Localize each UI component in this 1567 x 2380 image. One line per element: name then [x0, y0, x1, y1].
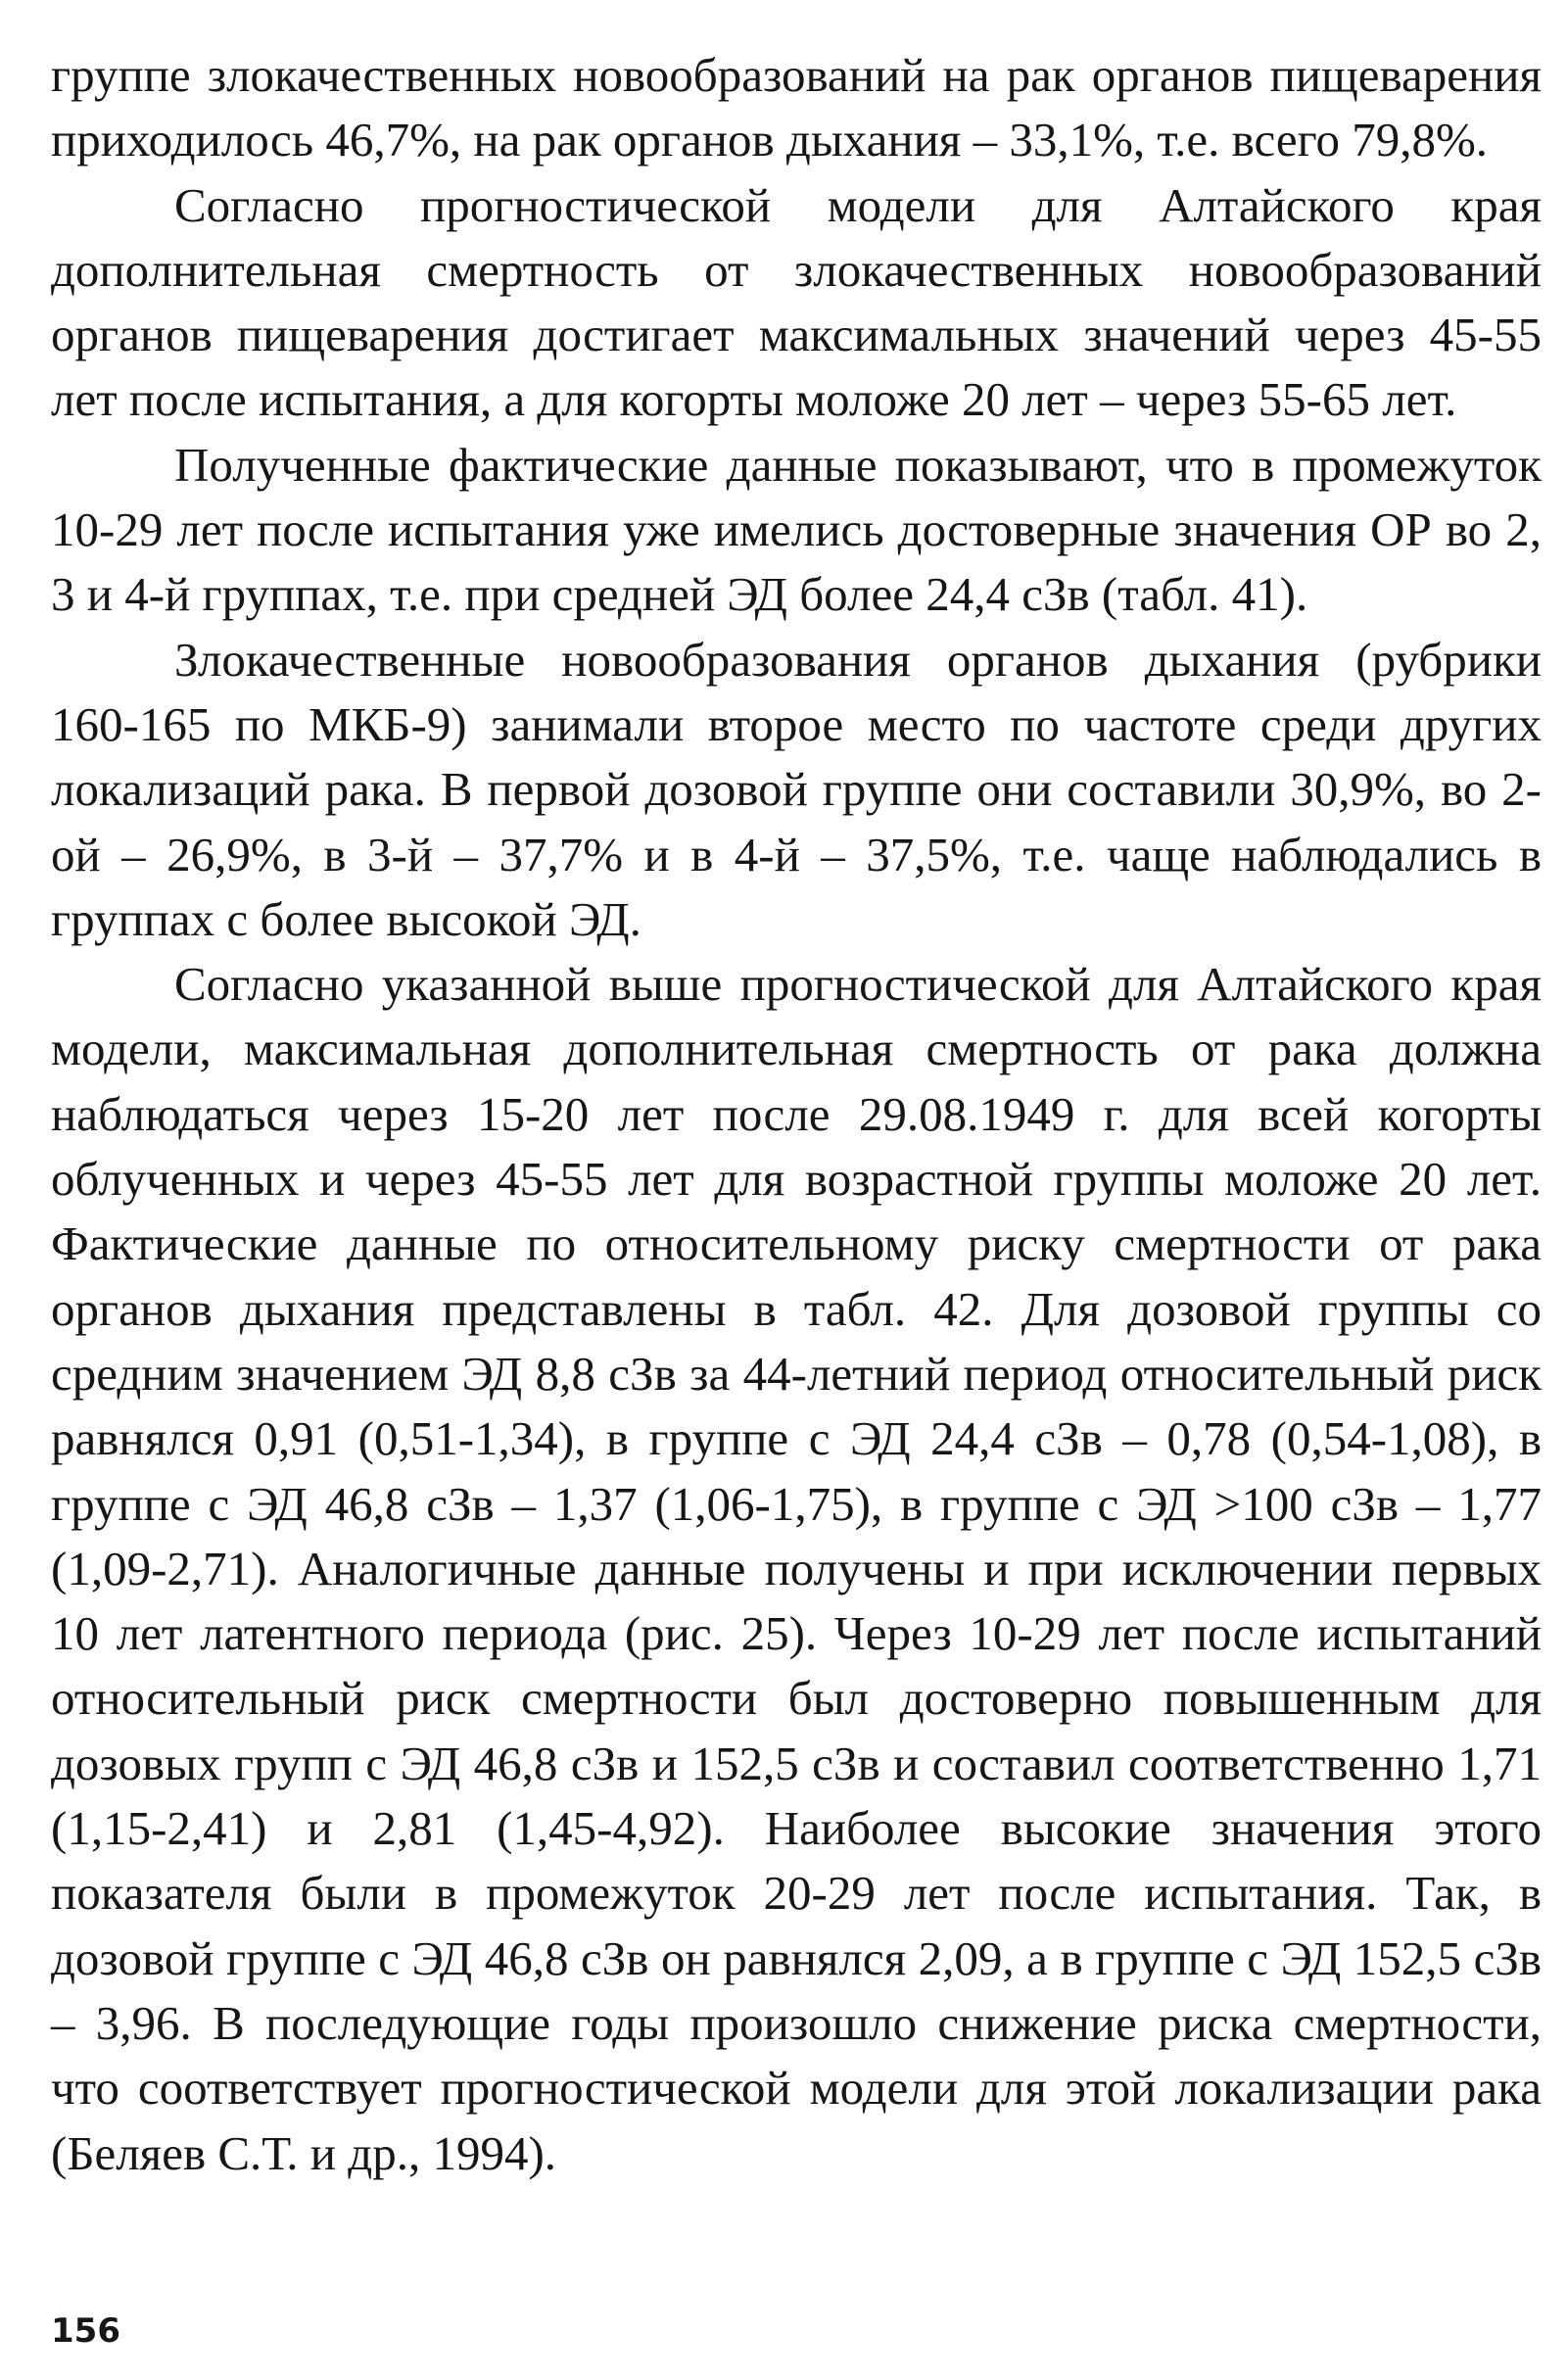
paragraph-relative-risk: Согласно указанной выше прогностической для Алтайского края модели, максимальная дополнительная смертность от рака должна наблюдаться через 15-20 лет после 29.08.1949 г. для всей когорты облученных и через 45-55 лет для возрастной группы моложе 20 лет. Фактические данные по относительному риску смертности от рака органов дыхания представлены в табл. 42. Для дозовой группы со средним значением ЭД 8,8 сЗв за 44-летний период относительный риск равнялся 0,91 (0,51-1,34), в группе с ЭД 24,4 сЗв – 0,78 (0,54-1,08), в группе с ЭД 46,8 сЗв – 1,37 (1,06-1,75), в группе с ЭД >100 сЗв – 1,77 (1,09-2,71). Аналогичные данные получены и при исключении первых 10 лет латентного периода (рис. 25). Через 10-29 лет после испытаний относительный риск смертности был достоверно повышенным для дозовых групп с ЭД 46,8 сЗв и 152,5 сЗв и составил соответственно 1,71 (1,15-2,41) и 2,81 (1,45-4,92). Наиболее высокие значения этого показателя были в промежуток 20-29 лет после испытания. Так, в дозовой группе с ЭД 46,8 сЗв он равнялся 2,09, а в группе с ЭД 152,5 сЗв – 3,96. В последующие годы произошло снижение риска смертности, что соответствует прогностической модели для этой локализации рака (Беляев С.Т. и др., 1994). [51, 957, 1542, 2180]
page-body [51, 43, 1542, 2186]
paragraph-forecast-model: Согласно прогностической модели для Алтайского края дополнительная смертность от злокачественных новообразований органов пищеварения достигает максимальных значений через 45-55 лет после испытания, а для когорты моложе 20 лет – через 55-65 лет. [51, 177, 1542, 427]
page-number: 156 [51, 2311, 120, 2351]
paragraph-continuation: группе злокачественных новообразований на рак органов пищеварения приходилось 46,7%, на рак органов дыхания – 33,1%, т.е. всего 79,8%. [51, 48, 1542, 167]
paragraph-respiratory-neoplasms: Злокачественные новообразования органов дыхания (рубрики 160-165 по МКБ-9) занимали второе место по частоте среди других локализаций рака. В первой дозовой группе они составили 30,9%, во 2-ой – 26,9%, в 3-й – 37,7% и в 4-й – 37,5%, т.е. чаще наблюдались в группах с более высокой ЭД. [51, 632, 1542, 946]
paragraph-actual-data: Полученные фактические данные показывают, что в промежуток 10-29 лет после испытания уже имелись достоверные значения ОР во 2, 3 и 4-й группах, т.е. при средней ЭД более 24,4 сЗв (табл. 41). [51, 437, 1542, 622]
